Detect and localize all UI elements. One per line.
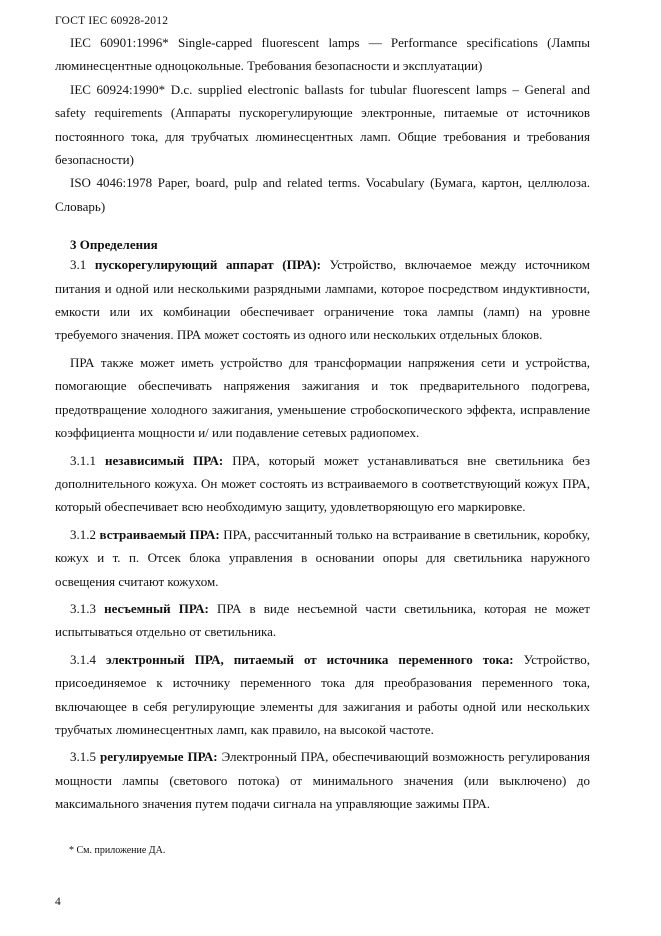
definition-3-1-note — [55, 351, 590, 445]
definition-number: 3.1.3 — [70, 600, 96, 616]
definition-text: ПРА в виде несъемной части светильника, которая не может испытываться отдельно от светильника. — [55, 600, 590, 640]
definition-term: пускорегулирующий аппарат (ПРА): — [94, 257, 322, 273]
definition-number: 3.1 — [70, 257, 87, 273]
definition-3-1 — [55, 253, 590, 347]
definition-text: Устройство, включаемое между источником питания и одной или несколькими разрядными лампами, которое посредством индуктивности, емкости или их комбинации обеспечивает ограничение тока лампы (ламп) на уровне требуемого значения. ПРА может состоять из одного или нескольких отдельных блоков. — [55, 257, 590, 343]
definition-number: 3.1.1 — [70, 452, 96, 468]
definition-term: регулируемые ПРА: — [99, 749, 218, 765]
definition-term: несъемный ПРА: — [104, 600, 209, 616]
definition-term: электронный ПРА, питаемый от источника переменного тока: — [105, 651, 514, 667]
definition-number: 3.1.2 — [70, 526, 96, 542]
definition-number: 3.1.5 — [70, 749, 96, 765]
reference-item: ISO 4046:1978 Paper, board, pulp and related terms. Vocabulary (Бумага, картон, целлюлоза. Словарь) — [55, 175, 590, 214]
definition-3-1-3 — [55, 597, 590, 644]
definition-text: ПРА также может иметь устройство для трансформации напряжения сети и устройства, помогающие обеспечивать напряжения зажигания и ток предварительного подогрева, предотвращение холодного зажигания, уменьшение стробоскопического эффекта, исправление коэффициента мощности и/ или подавление сетевых радиопомех. — [55, 354, 590, 441]
section-heading: 3 Определения — [70, 237, 158, 253]
page-number: 4 — [55, 896, 61, 908]
document-header: ГОСТ IEC 60928-2012 — [55, 15, 169, 27]
definition-term: независимый ПРА: — [104, 452, 224, 468]
reference-item: IEC 60924:1990* D.c. supplied electronic ballasts for tubular fluorescent lamps – General and safety requirements (Аппараты пускорегулирующие электронные, питаемые от источников постоянного тока, для трубчатых люминесцентных ламп. Общие требования и требования безопасности) — [55, 81, 590, 168]
definition-3-1-2 — [55, 523, 590, 593]
page-body — [55, 31, 590, 816]
definition-number: 3.1.4 — [70, 651, 96, 667]
reference-item: IEC 60901:1996* Single-capped fluorescent lamps — Performance specifications (Лампы люминесцентные одноцокольные. Требования безопасности и эксплуатации) — [55, 35, 590, 74]
definition-text: ПРА, рассчитанный только на встраивание в светильник, коробку, кожух и т. п. Отсек блока управления в основании опоры для светильника наружного освещения считают кожухом. — [55, 526, 591, 589]
footnote: * См. приложение ДА. — [69, 845, 166, 856]
definition-3-1-5 — [55, 745, 590, 815]
definition-text: ПРА, который может устанавливаться вне светильника без дополнительного кожуха. Он может состоять из встраиваемого в соответствующий кожух ПРА, который обеспечивает всю необходимую защиту, удовлетворяющую его маркировке. — [55, 452, 590, 515]
definition-text: Электронный ПРА, обеспечивающий возможность регулирования мощности лампы (светового потока) от минимального значения (или выключено) до максимального значения путем подачи сигнала на управляющие зажимы ПРА. — [55, 749, 590, 812]
definition-3-1-4 — [55, 648, 590, 742]
definition-term: встраиваемый ПРА: — [99, 526, 220, 542]
definition-text: Устройство, присоединяемое к источнику переменного тока для преобразования переменного тока, включающее в себя регулирующие элементы для зажигания и работы одной или нескольких трубчатых люминесцентных ламп, как правило, на высокой частоте. — [55, 651, 591, 737]
definition-3-1-1 — [55, 449, 590, 519]
